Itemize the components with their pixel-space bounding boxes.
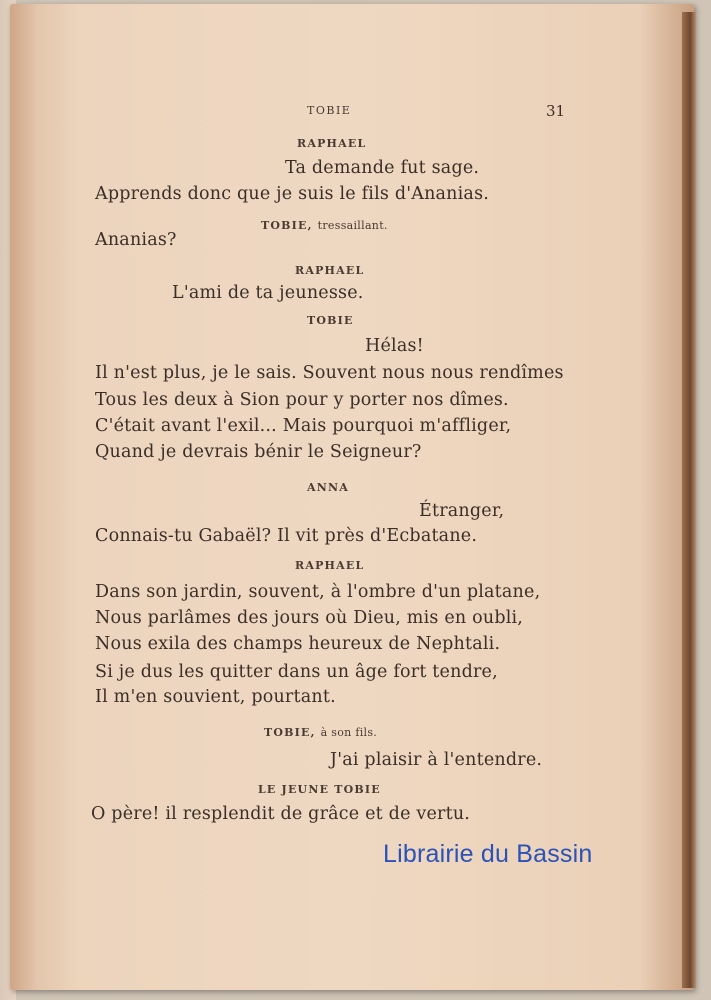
speaker-raphael: RAPHAEL: [295, 264, 365, 277]
verse-line: Si je dus les quitter dans un âge fort tendre,: [95, 662, 498, 682]
verse-line: Ananias?: [95, 230, 177, 250]
verse-line: O père! il resplendit de grâce et de vertu.: [91, 804, 471, 824]
verse-line: Dans son jardin, souvent, à l'ombre d'un platane,: [95, 582, 541, 602]
verse-line: Étranger,: [419, 501, 505, 521]
speaker-le-jeune-tobie: LE JEUNE TOBIE: [258, 783, 381, 796]
speaker-anna: ANNA: [307, 481, 349, 494]
watermark: Librairie du Bassin: [383, 840, 593, 868]
speaker-raphael: RAPHAEL: [297, 137, 367, 150]
speaker-tobie: [264, 727, 377, 738]
verse-line: Quand je devrais bénir le Seigneur?: [95, 442, 422, 462]
verse-line: Ta demande fut sage.: [285, 158, 480, 178]
verse-line: Il m'en souvient, pourtant.: [95, 687, 336, 707]
speaker-tobie: [261, 220, 388, 231]
verse-line: C'était avant l'exil... Mais pourquoi m'affliger,: [95, 416, 512, 436]
verse-line: Il n'est plus, je le sais. Souvent nous nous rendîmes: [95, 363, 564, 383]
page-number: 31: [546, 102, 566, 120]
verse-line: Apprends donc que je suis le fils d'Ananias.: [95, 184, 490, 204]
verse-line: Tous les deux à Sion pour y porter nos dîmes.: [95, 390, 509, 410]
verse-line: Connais-tu Gabaël? Il vit près d'Ecbatane.: [95, 526, 478, 546]
verse-line: Hélas!: [365, 336, 424, 356]
verse-line: L'ami de ta jeunesse.: [172, 283, 364, 303]
stage-direction: tressaillant.: [317, 219, 388, 232]
speaker-tobie: TOBIE: [307, 314, 354, 327]
speaker-raphael: RAPHAEL: [295, 559, 365, 572]
stage-direction: à son fils.: [320, 726, 378, 739]
verse-line: J'ai plaisir à l'entendre.: [330, 750, 543, 770]
speaker-name: TOBIE,: [264, 726, 316, 739]
verse-line: Nous parlâmes des jours où Dieu, mis en oubli,: [95, 608, 524, 628]
page-edge-shadow: [682, 12, 696, 988]
verse-line: Nous exila des champs heureux de Nephtali.: [95, 634, 501, 654]
running-header: TOBIE: [307, 104, 352, 117]
speaker-name: TOBIE,: [261, 219, 313, 232]
